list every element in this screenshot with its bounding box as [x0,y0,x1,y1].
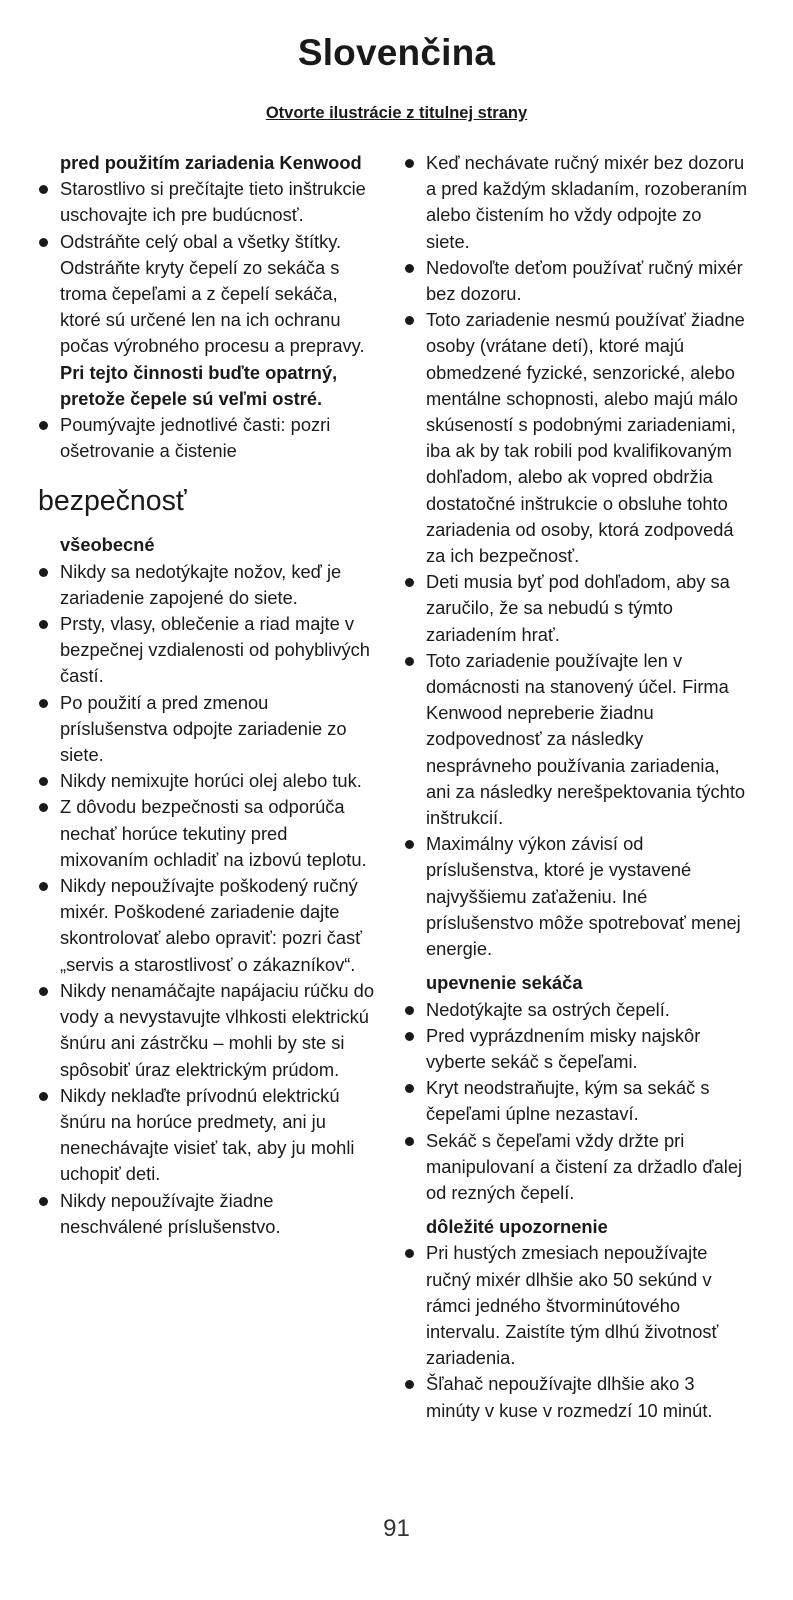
list-item: Prsty, vlasy, oblečenie a riad majte v bezpečnej vzdialenosti od pohyblivých častí. [38,611,378,690]
list-item: Maximálny výkon závisí od príslušenstva, ktoré je vystavené najvyššiemu zaťaženiu. Iné príslušenstvo môže spotrebovať menej energie. [404,831,749,962]
list-item: Po použití a pred zmenou príslušenstva odpojte zariadenie zo siete. [38,690,378,769]
list-item: Nikdy nepoužívajte žiadne neschválené príslušenstvo. [38,1188,378,1240]
general-heading: všeobecné [60,534,155,556]
intro-heading: pred použitím zariadenia Kenwood [60,152,362,173]
list-item [38,229,378,412]
list-item: Nikdy nenamáčajte napájaciu rúčku do vody a nevystavujte vlhkosti elektrickú šnúru ani zástrčku – mohli by ste si spôsobiť úraz elektrickým prúdom. [38,978,378,1083]
list-item: Toto zariadenie používajte len v domácnosti na stanovený účel. Firma Kenwood nepreberie žiadnu zodpovednosť za následky nesprávneho používania zariadenia, ani za následky nerešpektovania týchto inštrukcií. [404,648,749,831]
list-item: Pri hustých zmesiach nepoužívajte ručný mixér dlhšie ako 50 sekúnd v rámci jedného štvorminútového intervalu. Zaistíte tým dlhú životnosť zariadenia. [404,1240,749,1371]
left-column [38,150,378,1240]
list-item: Nedotýkajte sa ostrých čepelí. [404,997,749,1023]
general-list [38,559,378,1240]
warning-text: Pri tejto činnosti buďte opatrný, pretože čepele sú veľmi ostré. [60,361,338,409]
list-item: Šľahač nepoužívajte dlhšie ako 3 minúty v kuse v rozmedzí 10 minút. [404,1371,749,1423]
list-item: Nikdy sa nedotýkajte nožov, keď je zariadenie zapojené do siete. [38,559,378,611]
intro-list [38,176,378,464]
list-item: Keď nechávate ručný mixér bez dozoru a pred každým skladaním, rozoberaním alebo čistením ho vždy odpojte zo siete. [404,150,749,255]
list-item-text: Odstráňte celý obal a všetky štítky. Odstráňte kryty čepelí zo sekáča s troma čepeľami a z čepelí sekáča, ktoré sú určené len na ich ochranu počas výrobného procesu a prepravy. [60,230,365,357]
page-title: Slovenčina [297,32,496,73]
list-item: Kryt neodstraňujte, kým sa sekáč s čepeľami úplne nezastaví. [404,1075,749,1127]
page-number: 91 [383,1515,410,1542]
list-item: Toto zariadenie nesmú používať žiadne osoby (vrátane detí), ktoré majú obmedzené fyzické, senzorické, alebo mentálne schopnosti, alebo majú málo skúseností s podobnými zariadeniami, iba ak by tak robili pod kvalifikovaným dohľadom, alebo ak vopred obdržia dostatočné inštrukcie o obsluhe tohto zariadenia od osoby, ktorá zodpovedá za ich bezpečnosť. [404,307,749,569]
important-list [404,1240,749,1423]
chopper-heading: upevnenie sekáča [426,972,583,994]
list-item: Sekáč s čepeľami vždy držte pri manipulovaní a čistení za držadlo ďalej od rezných čepelí. [404,1128,749,1207]
list-item: Nikdy nepoužívajte poškodený ručný mixér. Poškodené zariadenie dajte skontrolovať alebo opraviť: pozri časť „servis a starostlivosť o zákazníkov“. [38,873,378,978]
list-item: Poumývajte jednotlivé časti: pozri ošetrovanie a čistenie [38,412,378,464]
list-item: Z dôvodu bezpečnosti sa odporúča nechať horúce tekutiny pred mixovaním ochladiť na izbovú teplotu. [38,794,378,873]
list-item: Starostlivo si prečítajte tieto inštrukcie uschovajte ich pre budúcnosť. [38,176,378,228]
right-column [404,150,749,1424]
chopper-list [404,997,749,1207]
list-item: Deti musia byť pod dohľadom, aby sa zaručilo, že sa nebudú s týmto zariadením hrať. [404,569,749,648]
important-heading: dôležité upozornenie [426,1216,608,1238]
list-item: Nikdy nemixujte horúci olej alebo tuk. [38,768,378,794]
subtitle: Otvorte ilustrácie z titulnej strany [265,104,528,122]
general-list-continued [404,150,749,962]
list-item: Nedovoľte deťom používať ručný mixér bez dozoru. [404,255,749,307]
list-item: Nikdy neklaďte prívodnú elektrickú šnúru na horúce predmety, ani ju nenechávajte visieť tak, aby ju mohli uchopiť deti. [38,1083,378,1188]
section-title-safety: bezpečnosť [38,485,187,518]
list-item: Pred vyprázdnením misky najskôr vyberte sekáč s čepeľami. [404,1023,749,1075]
